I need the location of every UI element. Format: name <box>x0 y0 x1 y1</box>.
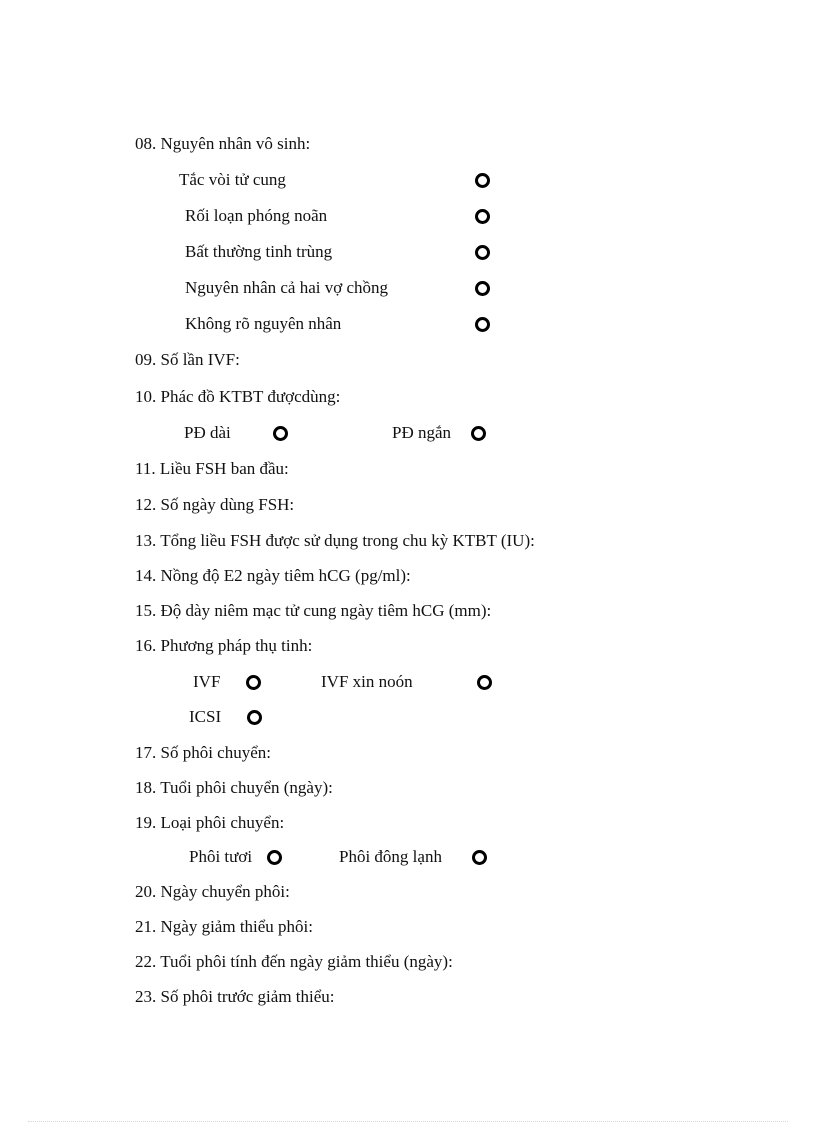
radio-unexplained[interactable] <box>475 317 490 332</box>
option-ivf-donor-egg-label: IVF xin noón <box>321 672 413 691</box>
question-13-label: 13. Tổng liều FSH được sử dụng trong chu kỳ KTBT (IU): <box>135 531 535 550</box>
option-long-protocol-label: PĐ dài <box>184 423 231 442</box>
page-bottom-divider <box>28 1121 788 1122</box>
question-18-label: 18. Tuổi phôi chuyển (ngày): <box>135 778 333 797</box>
radio-ovulation-disorder[interactable] <box>475 209 490 224</box>
radio-fresh-embryo[interactable] <box>267 850 282 865</box>
radio-short-protocol[interactable] <box>471 426 486 441</box>
question-15-label: 15. Độ dày niêm mạc tử cung ngày tiêm hCG (mm): <box>135 601 492 620</box>
radio-both-partners[interactable] <box>475 281 490 296</box>
option-unexplained-label: Không rõ nguyên nhân <box>185 314 342 333</box>
question-23-label: 23. Số phôi trước giảm thiểu: <box>135 987 335 1006</box>
question-22-label: 22. Tuổi phôi tính đến ngày giảm thiểu (ngày): <box>135 952 453 971</box>
option-ovulation-disorder-label: Rối loạn phóng noãn <box>185 206 328 225</box>
option-short-protocol-label: PĐ ngắn <box>392 423 452 442</box>
question-17-label: 17. Số phôi chuyển: <box>135 743 271 762</box>
question-20-label: 20. Ngày chuyển phôi: <box>135 882 290 901</box>
question-16-label: 16. Phương pháp thụ tinh: <box>135 636 313 655</box>
radio-tubal-blockage[interactable] <box>475 173 490 188</box>
option-both-partners-label: Nguyên nhân cả hai vợ chồng <box>185 278 389 297</box>
question-14-label: 14. Nồng độ E2 ngày tiêm hCG (pg/ml): <box>135 566 411 585</box>
option-sperm-abnormality-label: Bất thường tinh trùng <box>185 242 333 261</box>
radio-sperm-abnormality[interactable] <box>475 245 490 260</box>
radio-frozen-embryo[interactable] <box>472 850 487 865</box>
question-21-label: 21. Ngày giảm thiểu phôi: <box>135 917 314 936</box>
question-19-label: 19. Loại phôi chuyển: <box>135 813 285 832</box>
question-11-label: 11. Liều FSH ban đầu: <box>135 459 289 478</box>
question-10-label: 10. Phác đồ KTBT đượcdùng: <box>135 387 341 406</box>
radio-ivf[interactable] <box>246 675 261 690</box>
radio-ivf-donor-egg[interactable] <box>477 675 492 690</box>
question-12-label: 12. Số ngày dùng FSH: <box>135 495 295 514</box>
question-08-label: 08. Nguyên nhân vô sinh: <box>135 134 311 153</box>
option-tubal-blockage-label: Tắc vòi tử cung <box>179 170 286 189</box>
option-frozen-embryo-label: Phôi đông lạnh <box>339 847 442 866</box>
radio-long-protocol[interactable] <box>273 426 288 441</box>
option-fresh-embryo-label: Phôi tươi <box>189 847 253 866</box>
radio-icsi[interactable] <box>247 710 262 725</box>
option-ivf-label: IVF <box>193 672 221 691</box>
option-icsi-label: ICSI <box>189 707 222 726</box>
question-09-label: 09. Số lần IVF: <box>135 350 240 369</box>
